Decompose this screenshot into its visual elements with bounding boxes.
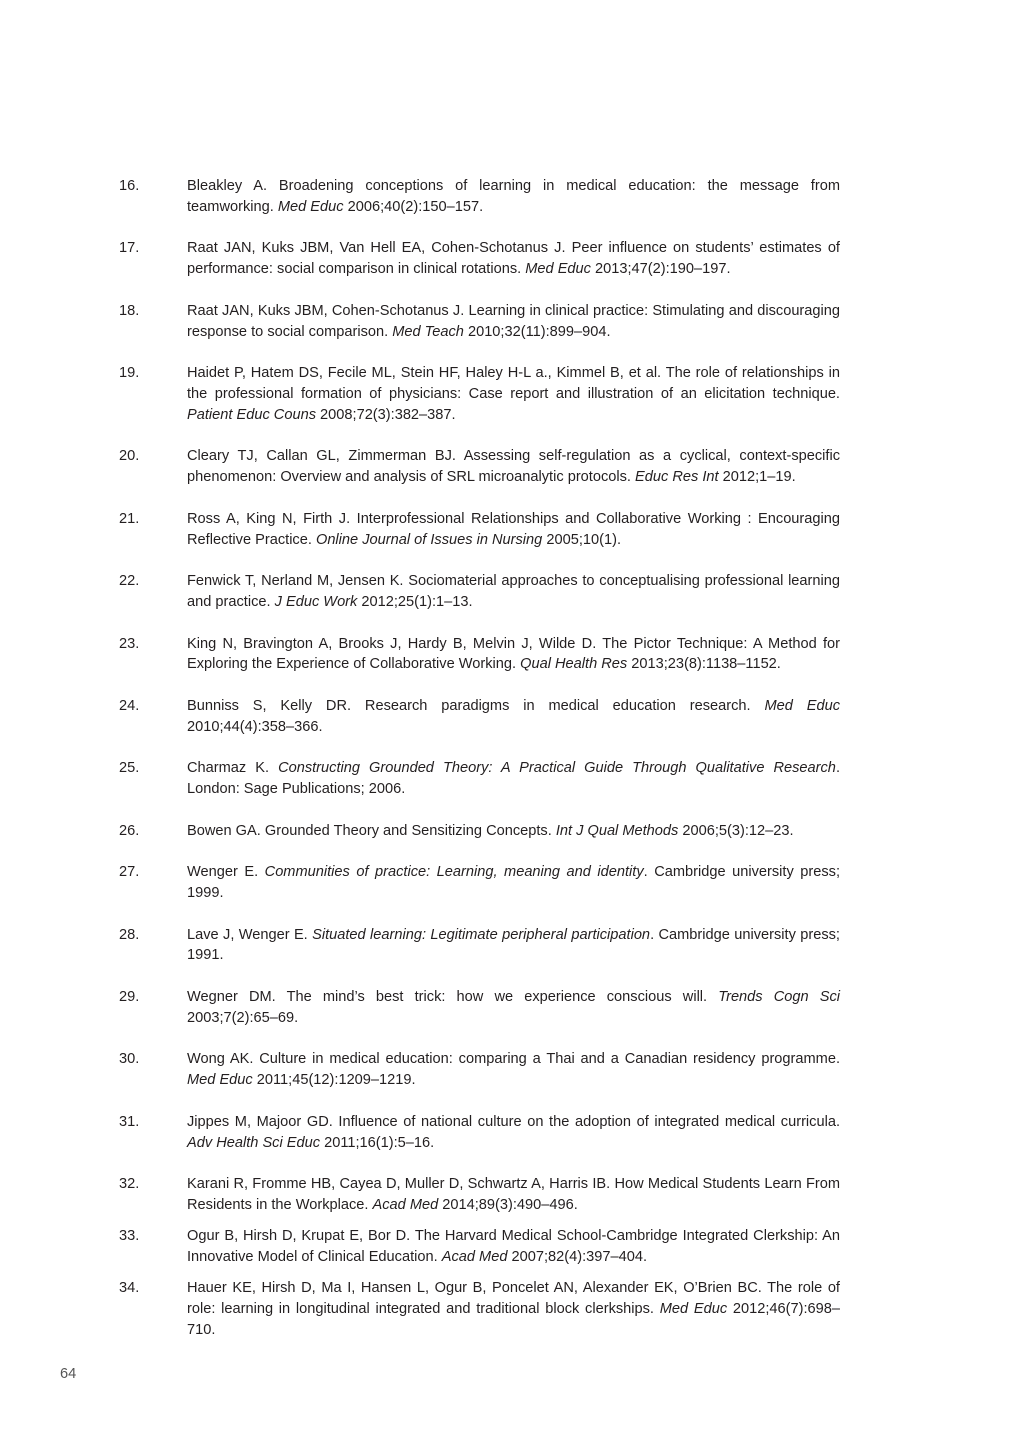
reference-text-part: 2012;46(7):698–710.: [187, 1301, 840, 1338]
reference-item: [119, 176, 840, 218]
reference-text: [187, 1278, 840, 1340]
reference-text: [187, 634, 840, 676]
reference-text-part: 2012;1–19.: [718, 469, 796, 486]
reference-text-part: Ross A, King N, Firth J. Interprofessional Relationships and Collaborative Working : Encouraging Reflective Practice.: [187, 510, 840, 548]
reference-number: 19.: [119, 365, 140, 382]
reference-number: 17.: [119, 240, 140, 257]
reference-source-italic: Situated learning: Legitimate peripheral participation: [312, 926, 651, 943]
reference-item: [119, 925, 840, 967]
reference-text-part: Bowen GA. Grounded Theory and Sensitizing Concepts.: [187, 822, 556, 839]
reference-text-part: King N, Bravington A, Brooks J, Hardy B, Melvin J, Wilde D. The Pictor Technique: A Method for Exploring the Experience of Collaborative Working.: [187, 635, 840, 673]
reference-source-italic: Int J Qual Methods: [555, 822, 679, 839]
reference-source-italic: Educ Res Int: [635, 469, 719, 486]
reference-text: [187, 238, 840, 280]
reference-text: [187, 925, 840, 967]
reference-number: 21.: [119, 510, 140, 527]
reference-text-part: Wenger E.: [187, 864, 265, 881]
reference-source-italic: Qual Health Res: [520, 656, 628, 673]
reference-text: [187, 1226, 840, 1268]
reference-item: [119, 571, 840, 613]
reference-number: 25.: [119, 760, 140, 777]
reference-text: [187, 176, 840, 218]
reference-item: [119, 758, 840, 800]
reference-item: [119, 862, 840, 904]
reference-text-part: Raat JAN, Kuks JBM, Van Hell EA, Cohen-Schotanus J. Peer influence on students’ estimates of performance: social comparison in clinical rotations.: [187, 240, 840, 278]
reference-text-part: Karani R, Fromme HB, Cayea D, Muller D, Schwartz A, Harris IB. How Medical Students Learn From Residents in the Workplace.: [187, 1176, 840, 1214]
reference-source-italic: Acad Med: [441, 1249, 508, 1266]
reference-item: [119, 238, 840, 280]
reference-item: [119, 634, 840, 676]
reference-text: [187, 862, 840, 904]
reference-text-part: Hauer KE, Hirsh D, Ma I, Hansen L, Ogur B, Poncelet AN, Alexander EK, O’Brien BC. The role of role: learning in longitudinal integrated and traditional block clerkships.: [187, 1280, 840, 1318]
reference-source-italic: Adv Health Sci Educ: [187, 1134, 321, 1151]
reference-text-part: 2014;89(3):490–496.: [438, 1197, 578, 1214]
reference-source-italic: Constructing Grounded Theory: A Practical Guide Through Qualitative Research: [278, 760, 836, 777]
reference-text-part: 2005;10(1).: [542, 531, 621, 548]
reference-number: 29.: [119, 989, 140, 1006]
reference-source-italic: Med Educ: [764, 697, 840, 714]
reference-text: [187, 821, 840, 842]
reference-text: [187, 363, 840, 425]
reference-text-part: Raat JAN, Kuks JBM, Cohen-Schotanus J. Learning in clinical practice: Stimulating and discouraging response to social comparison.: [187, 302, 840, 340]
reference-text: [187, 571, 840, 613]
reference-text-part: 2007;82(4):397–404.: [507, 1249, 648, 1266]
reference-source-italic: Online Journal of Issues in Nursing: [315, 531, 543, 548]
reference-number: 26.: [119, 822, 140, 839]
reference-text-part: Haidet P, Hatem DS, Fecile ML, Stein HF, Haley H-L a., Kimmel B, et al. The role of relationships in the professional formation of physicians: Case report and illustration of an elicitation technique.: [187, 365, 840, 402]
reference-text-part: 2012;25(1):1–13.: [357, 593, 473, 610]
reference-number: 34.: [119, 1280, 140, 1297]
reference-item: [119, 1049, 840, 1091]
reference-number: 30.: [119, 1051, 140, 1068]
reference-text-part: 2011;45(12):1209–1219.: [252, 1072, 416, 1089]
reference-text: [187, 696, 840, 738]
reference-source-italic: Patient Educ Couns: [187, 406, 316, 423]
reference-source-italic: Communities of practice: Learning, meaning and identity: [264, 864, 644, 881]
reference-text-part: . Cambridge university press; 1999.: [187, 864, 840, 902]
reference-source-italic: Acad Med: [372, 1197, 439, 1214]
reference-text: [187, 301, 840, 343]
reference-source-italic: Med Educ: [277, 198, 344, 215]
reference-number: 23.: [119, 635, 140, 652]
reference-item: [119, 987, 840, 1029]
reference-text-part: 2013;47(2):190–197.: [590, 261, 731, 278]
reference-source-italic: Med Educ: [659, 1301, 728, 1318]
reference-text-part: Bleakley A. Broadening conceptions of learning in medical education: the message from teamworking.: [187, 178, 840, 215]
reference-list: [119, 176, 840, 1351]
reference-text-part: 2013;23(8):1138–1152.: [627, 656, 781, 673]
reference-text-part: 2011;16(1):5–16.: [320, 1134, 435, 1151]
reference-item: [119, 696, 840, 738]
reference-item: [119, 1278, 840, 1340]
reference-number: 18.: [119, 302, 140, 319]
reference-number: 20.: [119, 448, 140, 465]
reference-source-italic: Med Teach: [392, 323, 464, 340]
reference-text-part: Wong AK. Culture in medical education: comparing a Thai and a Canadian residency programme.: [187, 1051, 840, 1068]
reference-source-italic: Med Educ: [187, 1072, 253, 1089]
reference-item: [119, 1226, 840, 1268]
reference-source-italic: Med Educ: [525, 261, 591, 278]
reference-number: 32.: [119, 1176, 140, 1193]
reference-item: [119, 509, 840, 551]
reference-text-part: Ogur B, Hirsh D, Krupat E, Bor D. The Harvard Medical School-Cambridge Integrated Clerkship: An Innovative Model of Clinical Education.: [187, 1228, 840, 1266]
page-number: 64: [60, 1366, 77, 1382]
reference-text-part: . London: Sage Publications; 2006.: [187, 760, 840, 798]
reference-text: [187, 987, 840, 1029]
reference-text: [187, 446, 840, 488]
reference-text-part: 2010;44(4):358–366.: [187, 718, 323, 735]
reference-number: 24.: [119, 697, 140, 714]
reference-item: [119, 363, 840, 425]
reference-text-part: Lave J, Wenger E.: [187, 926, 313, 943]
reference-text: [187, 509, 840, 551]
reference-text: [187, 1174, 840, 1216]
reference-item: [119, 821, 840, 842]
reference-number: 16.: [119, 178, 140, 194]
reference-item: [119, 446, 840, 488]
reference-text-part: Fenwick T, Nerland M, Jensen K. Sociomaterial approaches to conceptualising professional learning and practice.: [187, 573, 840, 610]
reference-item: [119, 301, 840, 343]
reference-text-part: Bunniss S, Kelly DR. Research paradigms in medical education research.: [187, 697, 765, 714]
reference-text-part: 2010;32(11):899–904.: [463, 323, 611, 340]
reference-text: [187, 758, 840, 800]
reference-text-part: 2003;7(2):65–69.: [187, 1009, 299, 1026]
reference-text-part: Charmaz K.: [187, 760, 279, 777]
reference-text: [187, 1112, 840, 1154]
reference-number: 28.: [119, 926, 140, 943]
reference-number: 33.: [119, 1228, 140, 1245]
reference-source-italic: J Educ Work: [274, 593, 358, 610]
reference-text-part: . Cambridge university press; 1991.: [187, 926, 840, 964]
reference-text-part: 2006;40(2):150–157.: [343, 198, 484, 215]
reference-text-part: Jippes M, Majoor GD. Influence of national culture on the adoption of integrated medical curricula.: [187, 1113, 840, 1130]
reference-text-part: 2006;5(3):12–23.: [678, 822, 794, 839]
reference-source-italic: Trends Cogn Sci: [718, 989, 841, 1006]
reference-item: [119, 1112, 840, 1154]
reference-number: 27.: [119, 864, 140, 881]
reference-item: [119, 1174, 840, 1216]
reference-text-part: Wegner DM. The mind’s best trick: how we experience conscious will.: [187, 989, 719, 1006]
reference-number: 31.: [119, 1113, 140, 1130]
reference-text-part: Cleary TJ, Callan GL, Zimmerman BJ. Assessing self-regulation as a cyclical, context-specific phenomenon: Overview and analysis of SRL microanalytic protocols.: [187, 448, 840, 486]
reference-text: [187, 1049, 840, 1091]
reference-text-part: 2008;72(3):382–387.: [316, 406, 456, 423]
reference-number: 22.: [119, 573, 140, 590]
